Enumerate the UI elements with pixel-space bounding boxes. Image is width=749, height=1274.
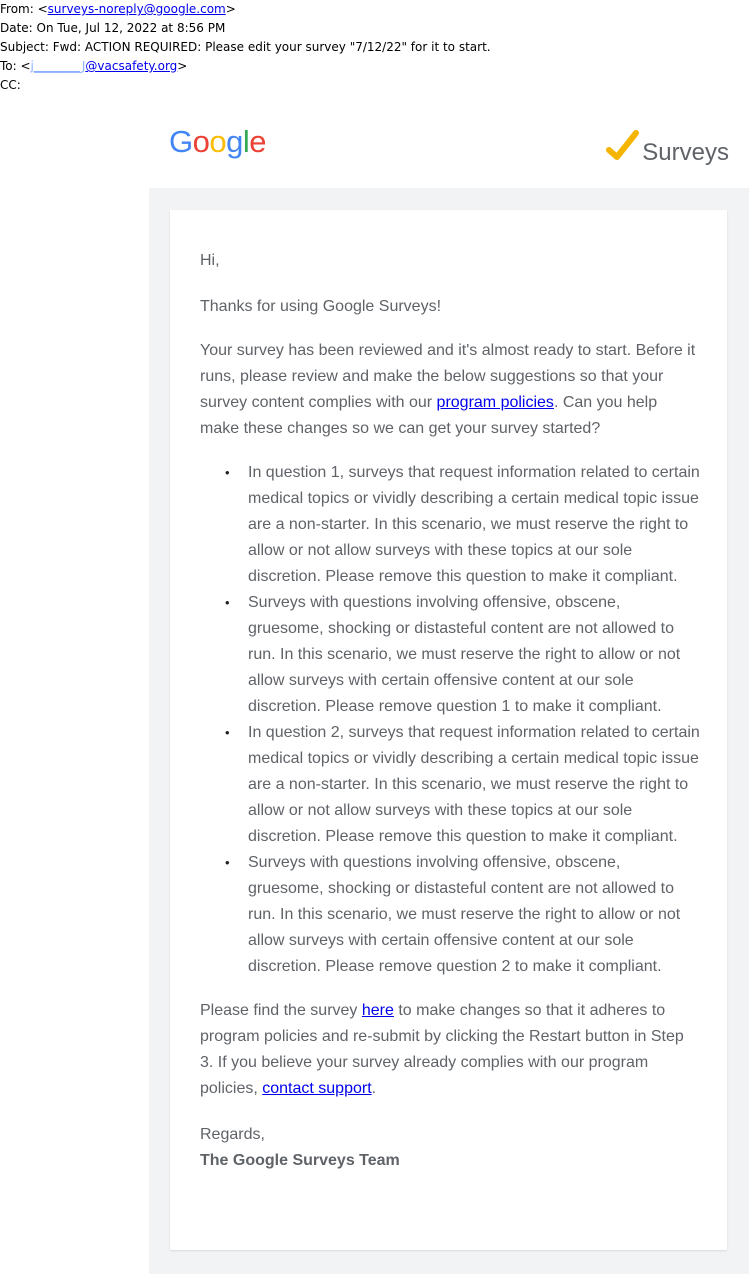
survey-here-link[interactable]: here bbox=[361, 1002, 394, 1019]
issue-text: Surveys with questions involving offensive, obscene, gruesome, shocking or distasteful content are not allowed to run. In this scenario, we must reserve the right to allow or not allow surveys with certain offensive content at our sole discretion. Please remove question 1 to make it compliant. bbox=[248, 594, 681, 715]
program-policies-link[interactable]: program policies bbox=[436, 394, 554, 411]
bullet-icon: • bbox=[225, 465, 230, 480]
google-logo bbox=[169, 124, 266, 160]
list-item bbox=[225, 590, 700, 720]
to-row bbox=[0, 57, 491, 76]
intro-paragraph bbox=[200, 338, 700, 442]
message-card bbox=[170, 210, 727, 1250]
signature-team: The Google Surveys Team bbox=[200, 1152, 400, 1169]
thanks-line: Thanks for using Google Surveys! bbox=[200, 298, 442, 315]
surveys-wordmark: Surveys bbox=[642, 139, 729, 166]
bullet-icon: • bbox=[225, 855, 230, 870]
cc-row: CC: bbox=[0, 78, 21, 92]
issues-list bbox=[200, 460, 700, 980]
issue-text: In question 2, surveys that request information related to certain medical topics or vividly describing a certain medical topic issue are a non-starter. In this scenario, we must reserve the right to allow or not allow surveys with these topics at our sole discretion. Please remove this question to make it compliant. bbox=[248, 724, 700, 845]
google-logo-letter: o bbox=[192, 124, 210, 159]
list-item bbox=[225, 720, 700, 850]
subject-row: Subject: Fwd: ACTION REQUIRED: Please edit your survey "7/12/22" for it to start. bbox=[0, 40, 491, 54]
regards-line: Regards, bbox=[200, 1126, 265, 1143]
to-domain-link[interactable]: @vacsafety.org bbox=[85, 59, 178, 73]
contact-support-link[interactable]: contact support bbox=[262, 1080, 372, 1097]
email-headers bbox=[0, 0, 491, 95]
google-logo-letter: o bbox=[209, 124, 227, 159]
to-redacted-address: j________J bbox=[30, 59, 86, 73]
surveys-logo bbox=[606, 124, 729, 164]
checkmark-icon bbox=[606, 130, 640, 164]
date-row: Date: On Tue, Jul 12, 2022 at 8:56 PM bbox=[0, 21, 226, 35]
email-background bbox=[149, 188, 749, 1274]
intro-text: Your survey has been reviewed and it's almost ready to start. Before it runs, please review and make the below suggestions so that your survey content complies with our bbox=[200, 342, 696, 411]
intro-text-end: . Can you help make these changes so we can get your survey started? bbox=[200, 394, 658, 437]
bullet-icon: • bbox=[225, 725, 230, 740]
google-logo-letter: l bbox=[242, 124, 250, 159]
closing-text-end: . bbox=[371, 1080, 377, 1097]
closing-paragraph bbox=[200, 998, 700, 1102]
message-body bbox=[200, 248, 700, 1174]
brand-header bbox=[149, 108, 749, 188]
issue-text: In question 1, surveys that request information related to certain medical topics or vividly describing a certain medical topic issue are a non-starter. In this scenario, we must reserve the right to allow or not allow surveys with these topics at our sole discretion. Please remove this question to make it compliant. bbox=[248, 464, 700, 585]
greeting: Hi, bbox=[200, 252, 220, 269]
google-logo-letter: g bbox=[226, 124, 243, 159]
closing-text-middle: to make changes so that it adheres to program policies and re-submit by clicking the Restart button in Step 3. If you believe your survey already complies with our program policies, bbox=[200, 1002, 684, 1097]
google-logo-letter: G bbox=[169, 124, 193, 159]
from-address-link[interactable]: surveys-noreply@google.com bbox=[47, 2, 226, 16]
from-close: > bbox=[225, 2, 236, 16]
list-item bbox=[225, 850, 700, 980]
from-row bbox=[0, 0, 491, 19]
bullet-icon: • bbox=[225, 595, 230, 610]
google-logo-letter: e bbox=[249, 124, 267, 159]
from-label: From: < bbox=[0, 2, 48, 16]
to-label: To: < bbox=[0, 59, 31, 73]
to-close: > bbox=[177, 59, 188, 73]
closing-text: Please find the survey bbox=[200, 1002, 362, 1019]
issue-text: Surveys with questions involving offensive, obscene, gruesome, shocking or distasteful content are not allowed to run. In this scenario, we must reserve the right to allow or not allow surveys with certain offensive content at our sole discretion. Please remove question 2 to make it compliant. bbox=[248, 854, 681, 975]
list-item bbox=[225, 460, 700, 590]
